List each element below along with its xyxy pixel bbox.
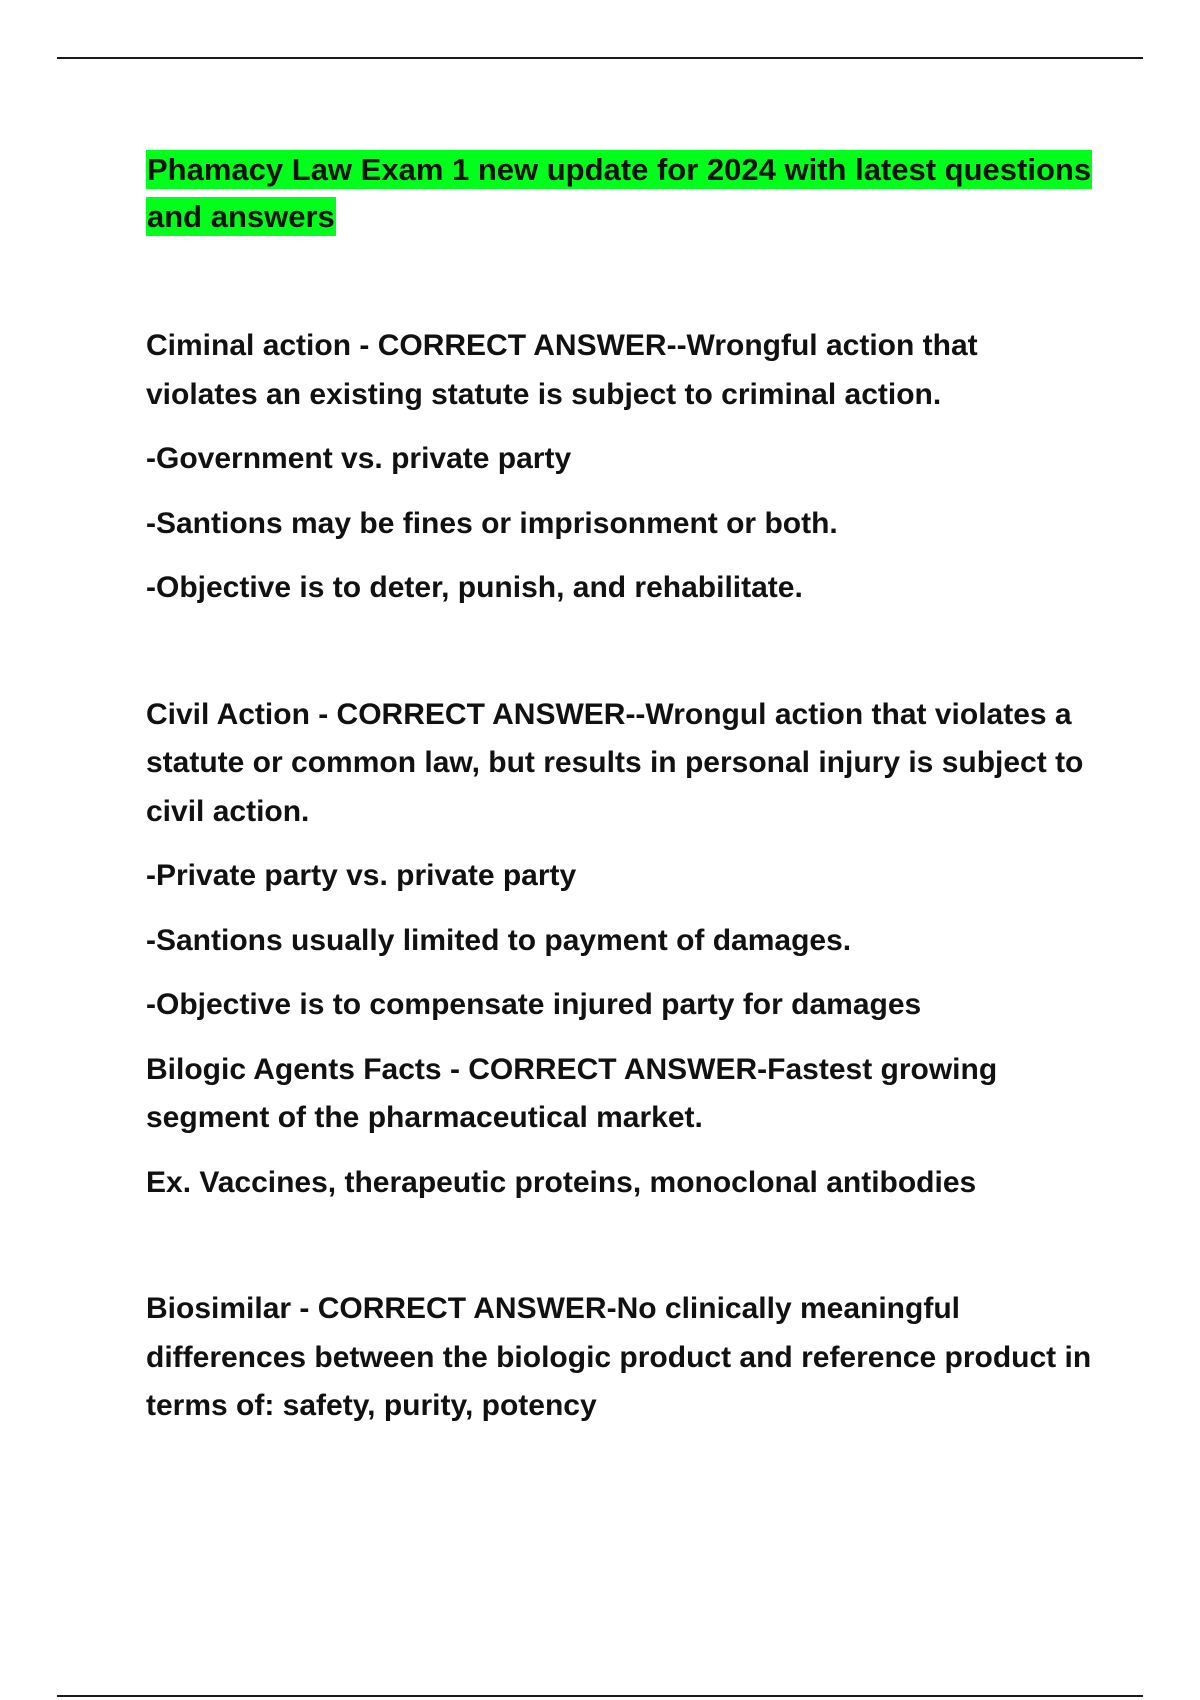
entry-definition: Biosimilar - CORRECT ANSWER-No clinically meaningful differences between the biologic product and reference product in terms of: safety, purity, potency (146, 1292, 1092, 1422)
entry-definition: Bilogic Agents Facts - CORRECT ANSWER-Fastest growing segment of the pharmaceutical market. (146, 1052, 998, 1134)
entry-point: -Santions may be fines or imprisonment or both. (146, 506, 838, 540)
entry-definition: Ciminal action - CORRECT ANSWER--Wrongful action that violates an existing statute is subject to criminal action. (146, 329, 978, 411)
entry-biosimilar (146, 1285, 1096, 1431)
entry-point: Ex. Vaccines, therapeutic proteins, monoclonal antibodies (146, 1165, 977, 1199)
entry-criminal-action (146, 322, 1096, 613)
entry-civil-action (146, 691, 1096, 1030)
entry-definition: Civil Action - CORRECT ANSWER--Wrongul action that violates a statute or common law, but results in personal injury is subject to civil action. (146, 697, 1084, 828)
bottom-rule (57, 1695, 1143, 1697)
entry-point: -Objective is to compensate injured party for damages (146, 988, 922, 1021)
entry-point: -Government vs. private party (146, 442, 572, 475)
entry-point: -Private party vs. private party (146, 859, 577, 892)
document-body (146, 146, 1096, 1447)
top-rule (57, 57, 1143, 59)
title-highlight: Phamacy Law Exam 1 new update for 2024 with latest questions and answers (147, 152, 1092, 234)
entry-point: -Objective is to deter, punish, and rehabilitate. (146, 571, 803, 604)
entry-point: -Santions usually limited to payment of damages. (146, 923, 852, 957)
entry-biologic-agents (146, 1046, 1096, 1208)
document-title (146, 146, 1096, 240)
